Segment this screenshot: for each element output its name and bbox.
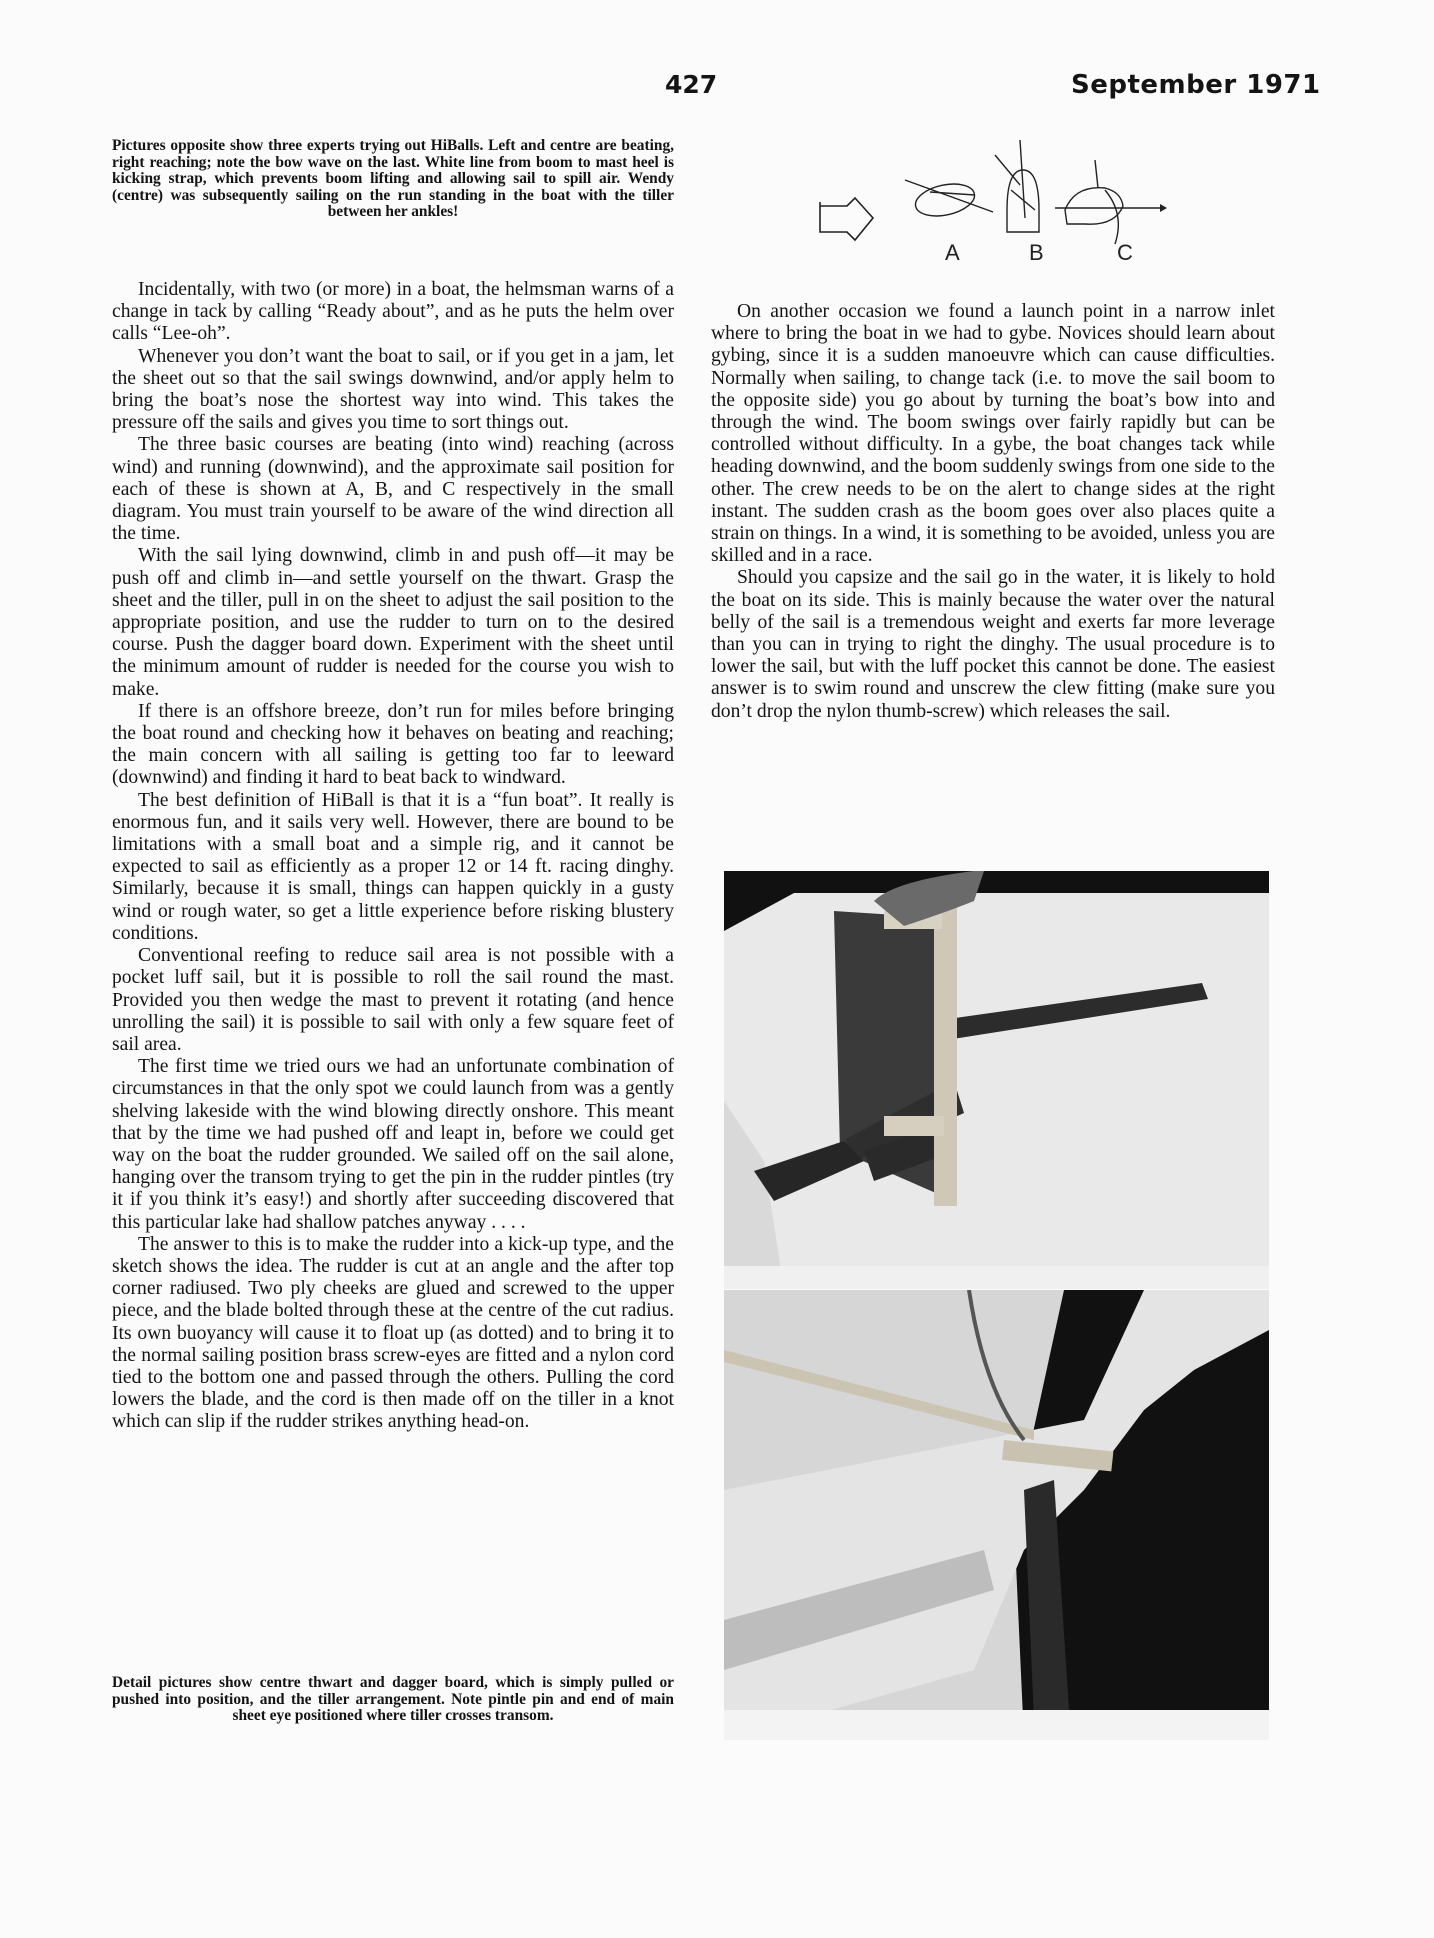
paragraph: Should you capsize and the sail go in the water, it is likely to hold the boat on its side. This is mainly because the water over the natural belly of the sail is a tremendous weight and exerts far more leverage than you can in trying to right the dinghy. The usual procedure is to lower the sail, but with the luff pocket this cannot be done. The easiest answer is to swim round and unscrew the clew fitting (make sure you don’t drop the nylon thumb-screw) which releases the sail. <box>711 567 1275 722</box>
diagram-label-c: C <box>1117 240 1133 265</box>
paragraph: Conventional reefing to reduce sail area is not possible with a pocket luff sail, but it is possible to roll the sail round the mast. Provided you then wedge the mast to prevent it rotating (and hence unrolling the sail) it is possible to sail with only a few square feet of sail area. <box>112 945 674 1055</box>
paragraph: With the sail lying downwind, climb in and push off—it may be push off and climb in—and settle yourself on the thwart. Grasp the sheet and the tiller, pull in on the sheet to adjust the sail position to the appropriate position, and use the rudder to turn on to the desired course. Push the dagger board down. Experiment with the sheet until the minimum amount of rudder is needed for the course you wish to make. <box>112 545 674 700</box>
thwart-daggerboard-photo <box>724 871 1269 1289</box>
paragraph: The answer to this is to make the rudder into a kick-up type, and the sketch shows the idea. The rudder is cut at an angle and the after top corner radiused. Two ply cheeks are glued and screwed to the upper piece, and the blade bolted through these at the centre of the cut radius. Its own buoyancy will cause it to float up (as dotted) and to bring it to the normal sailing position brass screw-eyes are fitted and a nylon cord tied to the bottom one and passed through the others. Pulling the cord lowers the blade, and the cord is then made off on the tiller in a knot which can slip if the rudder strikes anything head-on. <box>112 1233 674 1433</box>
diagram-label-a: A <box>945 240 960 265</box>
wind-arrow-icon <box>820 198 873 240</box>
top-caption: Pictures opposite show three experts trying out HiBalls. Left and centre are beating, right reaching; note the bow wave on the last. White line from boom to mast heel is kicking strap, which prevents boom lifting and allowing sail to spill air. Wendy (centre) was subsequently sailing on the run standing in the boat with the tiller between her ankles! <box>112 137 674 221</box>
issue-date: September 1971 <box>1071 70 1321 100</box>
paragraph: Incidentally, with two (or more) in a boat, the helmsman warns of a change in tack by calling “Ready about”, and as he puts the helm over calls “Lee-oh”. <box>112 279 674 345</box>
bottom-caption: Detail pictures show centre thwart and dagger board, which is simply pulled or pushed into position, and the tiller arrangement. Note pintle pin and end of main sheet eye positioned where tiller crosses transom. <box>112 1674 674 1725</box>
paragraph: The best definition of HiBall is that it is a “fun boat”. It really is enormous fun, and it sails very well. However, there are bound to be limitations with a small boat and a simple rig, and it cannot be expected to sail as efficiently as a proper 12 or 14 ft. racing dinghy. Similarly, because it is small, things can happen quickly in a gusty wind or rough water, so get a little experience before risking blustery conditions. <box>112 789 674 944</box>
page-number: 427 <box>665 70 718 99</box>
right-column <box>711 301 1275 723</box>
paragraph: Whenever you don’t want the boat to sail, or if you get in a jam, let the sheet out so that the sail swings downwind, and/or apply helm to bring the boat’s nose the shortest way into wind. This takes the pressure off the sails and gives you time to sort things out. <box>112 345 674 434</box>
left-column <box>112 279 674 1434</box>
paragraph: The first time we tried ours we had an unfortunate combination of circumstances in that the only spot we could launch from was a gently shelving lakeside with the wind blowing directly onshore. This meant that by the time we had pushed off and leapt in, before we could get way on the boat the rudder grounded. We sailed off on the sail alone, hanging over the transom trying to get the pin in the rudder pintles (try it if you think it’s easy!) and shortly after succeeding discovered that this particular lake had shallow patches anyway . . . . <box>112 1056 674 1233</box>
paragraph: The three basic courses are beating (into wind) reaching (across wind) and running (downwind), and the approximate sail position for each of these is shown at A, B, and C respectively in the small diagram. You must train yourself to be aware of the wind direction all the time. <box>112 434 674 545</box>
diagram-label-b: B <box>1029 240 1044 265</box>
tiller-transom-photo <box>724 1290 1269 1740</box>
paragraph: If there is an offshore breeze, don’t run for miles before bringing the boat round and checking how it behaves on beating and reaching; the main concern with all sailing is getting too far to leeward (downwind) and finding it hard to beat back to windward. <box>112 700 674 789</box>
sail-position-diagram <box>815 140 1185 270</box>
paragraph: On another occasion we found a launch point in a narrow inlet where to bring the boat in we had to gybe. Novices should learn about gybing, since it is a sudden manoeuvre which can cause difficulties. Normally when sailing, to change tack (i.e. to move the sail boom to the opposite side) you go about by turning the boat’s bow into and through the wind. The boom swings over fairly rapidly but can be controlled without difficulty. In a gybe, the boat changes tack while heading downwind, and the boom suddenly swings from one side to the other. The crew needs to be on the alert to change sides at the right instant. The sudden crash as the boom goes over also places quite a strain on things. In a wind, it is something to be avoided, unless you are skilled and in a race. <box>711 301 1275 567</box>
